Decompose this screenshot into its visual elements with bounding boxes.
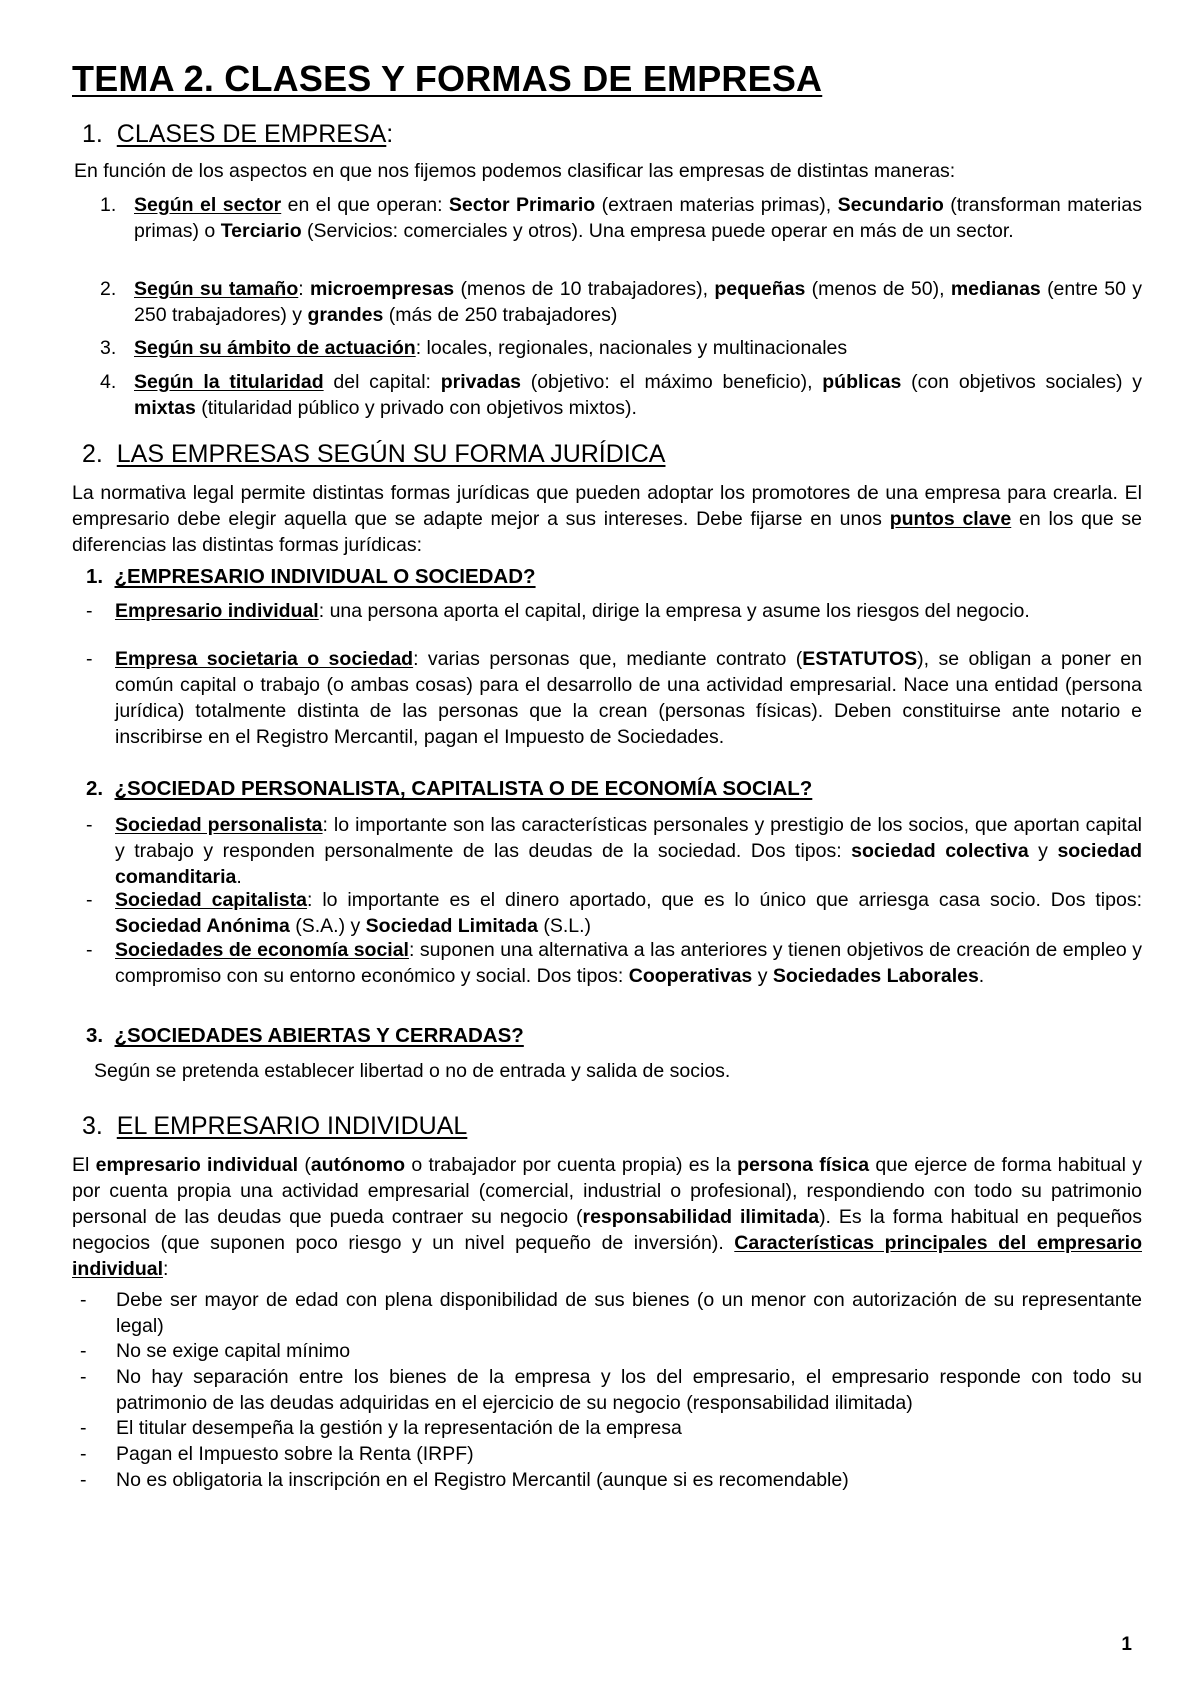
subsection-heading-abiertas-cerradas: 3. ¿SOCIEDADES ABIERTAS Y CERRADAS? [86, 1024, 524, 1047]
document-title: TEMA 2. CLASES Y FORMAS DE EMPRESA [72, 58, 823, 99]
subsection-text: Según se pretenda establecer libertad o no de entrada y salida de socios. [94, 1060, 731, 1082]
section-paragraph: La normativa legal permite distintas formas jurídicas que pueden adoptar los promotores de una empresa para crearla. El empresario debe elegir aquella que se adapte mejor a sus intereses. Debe fijarse en unos puntos clave en los que se diferencias las distintas formas jurídicas: [72, 482, 1143, 556]
page-number: 1 [1121, 1634, 1132, 1655]
section-heading-forma-juridica: 2. LAS EMPRESAS SEGÚN SU FORMA JURÍDICA [82, 440, 666, 468]
section-paragraph: El empresario individual (autónomo o trabajador por cuenta propia) es la persona física que ejerce de forma habitual y por cuenta propia una actividad empresarial (comercial, industrial o profesional), respondiendo con todo su patrimonio personal de las deudas que pueda contraer su negocio (responsabilidad ilimitada). Es la forma habitual en pequeños negocios (que suponen poco riesgo y un nivel pequeño de inversión). Características principales del empresario individual: [72, 1154, 1143, 1280]
subsection-heading-tipo-sociedad: 2. ¿SOCIEDAD PERSONALISTA, CAPITALISTA O DE ECONOMÍA SOCIAL? [86, 777, 813, 800]
subsection-heading-individual-sociedad: 1. ¿EMPRESARIO INDIVIDUAL O SOCIEDAD? [86, 565, 536, 588]
section-heading-empresario-individual: 3. EL EMPRESARIO INDIVIDUAL [82, 1112, 468, 1140]
document-page: TEMA 2. CLASES Y FORMAS DE EMPRESA 1. CLASES DE EMPRESA: En función de los aspectos en que nos fijemos podemos clasificar las empresas de distintas maneras: 1. Según el sector en el que operan: Sector Primario (extraen materias primas), Secundario (transforman materias primas) o Terciario (Servicios: comerciales y otros). Una empresa puede operar en más de un sector. 2. Según su tamaño: microempresas (menos de 10 trabajadores), pequeñas (menos de 50), medianas (entre 50 y 250 trabajadores) y grandes (más de 250 trabajadores) 3. Según su ámbito de actuación: locales, regionales, nacionales y multinacionales 4. Según la titularidad del capital: privadas (objetivo: el máximo beneficio), públicas (con objetivos sociales) y mixtas (titularidad público y privado con objetivos mixtos). 2. LAS EMPRESAS SEGÚN SU FORMA JURÍDICA La normativa legal permite distintas formas jurídicas que pueden adoptar los promotores de una empresa para crearla. El empresario debe elegir aquella que se adapte mejor a sus intereses. Debe fijarse en unos puntos clave en los que se diferencias las distintas formas jurídicas: 1. ¿EMPRESARIO INDIVIDUAL O SOCIEDAD? - Empresario individual: una persona aporta el capital, dirige la empresa y asume los riesgos del negocio. - Empresa societaria o sociedad: varias personas que, mediante contrato (ESTATUTOS), se obligan a poner en común capital o trabajo (o ambas cosas) para el desarrollo de una actividad empresarial. Nace una entidad (persona jurídica) totalmente distinta de las personas que la crean (personas físicas). Deben constituirse ante notario e inscribirse en el Registro Mercantil, pagan el Impuesto de Sociedades. 2. ¿SOCIEDAD PERSONALISTA, CAPITALISTA O DE ECONOMÍA SOCIAL? - Sociedad personalista: lo importante son las características personales y prestigio de los socios, que aportan capital y trabajo y responden personalmente de las deudas de la sociedad. Dos tipos: sociedad colectiva y sociedad comanditaria. - Sociedad capitalista: lo importante es el dinero aportado, que es lo único que arriesga casa socio. Dos tipos: Sociedad Anónima (S.A.) y Sociedad Limitada (S.L.) - Sociedades de economía social: suponen una alternativa a las anteriores y tienen objetivos de creación de empleo y compromiso con su entorno económico y social. Dos tipos: Cooperativas y Sociedades Laborales. 3. ¿SOCIEDADES ABIERTAS Y CERRADAS? Según se pretenda establecer libertad o no de entrada y salida de socios. 3. EL EMPRESARIO INDIVIDUAL El empresario individual (autónomo o trabajador por cuenta propia) es la persona física que ejerce de forma habitual y por cuenta propia una actividad empresarial (comercial, industrial o profesional), respondiendo con todo su patrimonio personal de las deudas que pueda contraer su negocio (responsabilidad ilimitada). Es la forma habitual en pequeños negocios (que suponen poco riesgo y un nivel pequeño de inversión). Características principales del empresario individual: - Debe ser mayor de edad con plena disponibilidad de sus bienes (o un menor con autorización de su representante legal) - No se exige capital mínimo - No hay separación entre los bienes de la empresa y los del empresario, el empresario responde con todo su patrimonio de las deudas adquiridas en el ejercicio de su negocio (responsabilidad ilimitada) - El titular desempeña la gestión y la representación de la empresa - Pagan el Impuesto sobre la Renta (IRPF) - No es obligatoria la inscripción en el Registro Mercantil (aunque si es recomendable) 1 [72, 58, 1143, 1655]
section-heading-clases: 1. CLASES DE EMPRESA: [82, 120, 394, 148]
section-intro: En función de los aspectos en que nos fijemos podemos clasificar las empresas de distintas maneras: [74, 160, 956, 182]
